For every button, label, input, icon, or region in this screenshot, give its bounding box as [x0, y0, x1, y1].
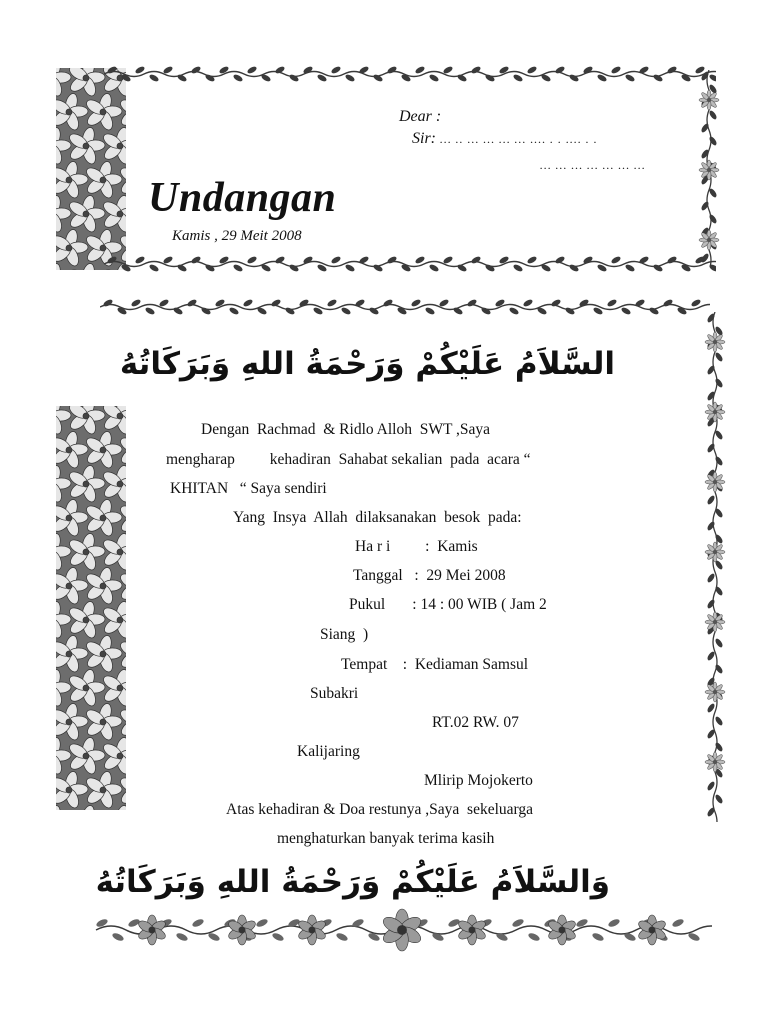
salam-opening: السَّلاَمُ عَلَيْكُمْ وَرَحْمَةُ اللهِ وَبَرَكَاتُهُ [119, 346, 615, 382]
vine-border-top [104, 64, 716, 84]
vine-border-top-2 [100, 296, 710, 318]
address-line: RT.02 RW. 07 [432, 714, 519, 731]
flower-pattern-icon [56, 406, 126, 810]
detail-time-cont: Siang ) [320, 626, 369, 643]
sir-text: Sir: [412, 130, 436, 147]
vine-border-right [698, 70, 720, 266]
detail-place-cont: Subakri [310, 685, 359, 702]
detail-place: Tempat : Kediaman Samsul [341, 656, 529, 673]
flower-border-left-body [56, 406, 126, 810]
vine-border-right-2 [700, 312, 730, 822]
body-line: Dengan Rachmad & Ridlo Alloh SWT ,Saya [201, 421, 491, 438]
body-line: KHITAN “ Saya sendiri [170, 480, 327, 497]
sir-dotted-line: … .. … … … … .… . . .… . . [440, 132, 598, 146]
body-line: mengharap kehadiran Sahabat sekalian pada acara “ [166, 451, 531, 468]
closing-line: menghaturkan banyak terima kasih [277, 830, 495, 847]
card-date: Kamis , 29 Meit 2008 [172, 228, 302, 244]
flower-pattern-icon [56, 68, 126, 270]
body-line: Yang Insya Allah dilaksanakan besok pada: [233, 509, 522, 526]
salam-closing: وَالسَّلاَمُ عَلَيْكُمْ وَرَحْمَةُ اللهِ وَبَرَكَاتُهُ [95, 864, 610, 900]
detail-day: Ha r i : Kamis [355, 538, 478, 555]
detail-time: Pukul : 14 : 00 WIB ( Jam 2 [349, 596, 547, 613]
sir-label [412, 130, 598, 148]
vine-border-bottom [104, 254, 716, 274]
page-title: Undangan [148, 175, 337, 221]
detail-date: Tanggal : 29 Mei 2008 [353, 567, 506, 584]
closing-line: Atas kehadiran & Doa restunya ,Saya sekeluarga [226, 801, 534, 818]
floral-garland-bottom [92, 898, 712, 956]
dotted-line-2: … … … … … … … [540, 158, 646, 172]
address-line: Mlirip Mojokerto [424, 772, 533, 789]
flower-border-left-top [56, 68, 126, 270]
dear-label: Dear : [399, 108, 442, 125]
address-line: Kalijaring [297, 743, 360, 760]
